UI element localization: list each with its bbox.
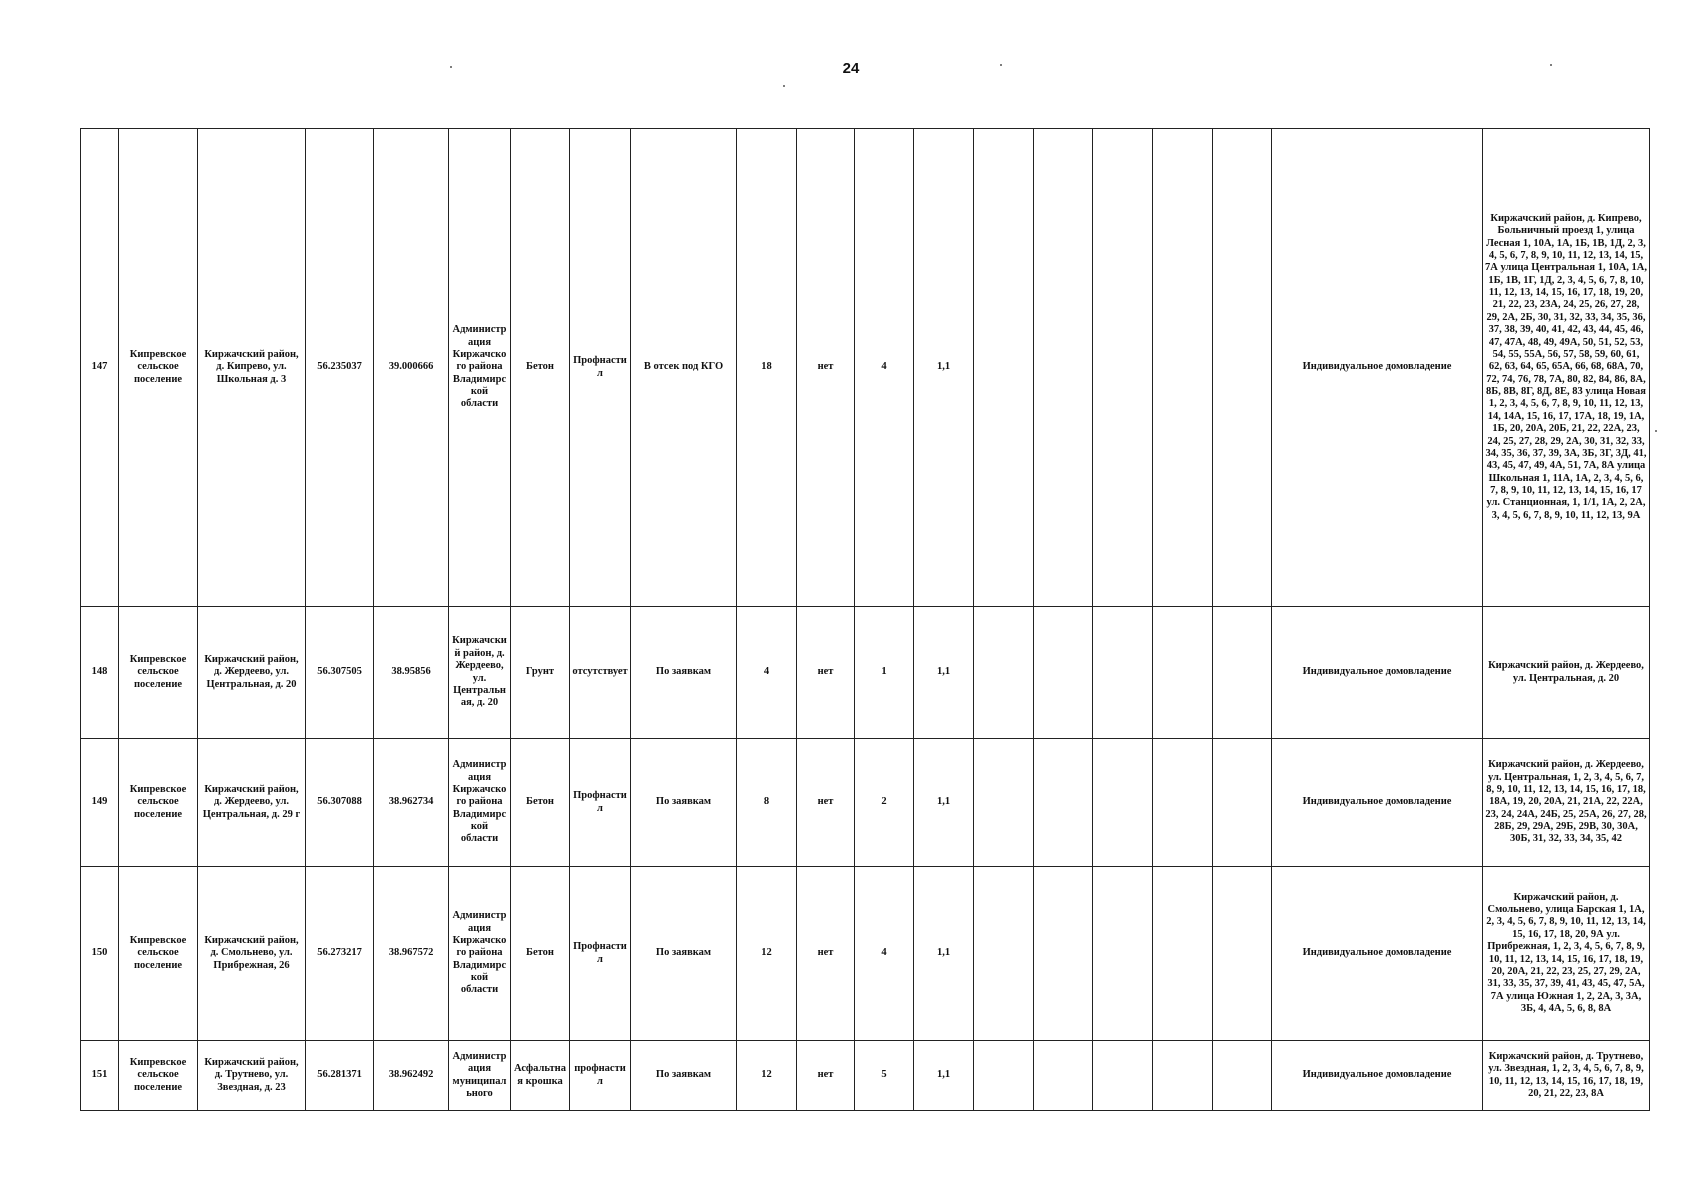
cell-served: Киржачский район, д. Жердеево, ул. Центральная, 1, 2, 3, 4, 5, 6, 7, 8, 9, 10, 11, 12, 13, 14, 15, 16, 17, 18, 18А, 19, 20, 20А, 21, 21А, 22, 22А, 23, 24, 24А, 24Б, 25, 25А, 26, 27, 28, 28Б, 29, 29А, 29Б, 29В, 30, 30А, 30Б, 31, 32, 33, 34, 35, 42 bbox=[1483, 739, 1650, 867]
cell-lon: 38.967572 bbox=[374, 867, 449, 1041]
cell-count: 4 bbox=[855, 129, 914, 607]
cell-volume: 1,1 bbox=[914, 867, 974, 1041]
cell-served: Киржачский район, д. Жердеево, ул. Центральная, д. 20 bbox=[1483, 607, 1650, 739]
cell-lon: 39.000666 bbox=[374, 129, 449, 607]
cell-c14 bbox=[974, 1041, 1034, 1111]
cell-num: 148 bbox=[81, 607, 119, 739]
scan-speck bbox=[1550, 64, 1552, 66]
waste-sites-table bbox=[80, 128, 1650, 1111]
cell-settlement: Кипревское сельское поселение bbox=[119, 1041, 198, 1111]
cell-volume: 1,1 bbox=[914, 607, 974, 739]
cell-lat: 56.281371 bbox=[306, 1041, 374, 1111]
scan-speck bbox=[1000, 64, 1002, 66]
cell-container-type: В отсек под КГО bbox=[631, 129, 737, 607]
cell-c16 bbox=[1093, 739, 1153, 867]
cell-c18 bbox=[1213, 1041, 1272, 1111]
cell-c15 bbox=[1034, 867, 1093, 1041]
cell-address: Киржачский район, д. Жердеево, ул. Центральная, д. 29 г bbox=[198, 739, 306, 867]
cell-cover: нет bbox=[797, 867, 855, 1041]
cell-c14 bbox=[974, 607, 1034, 739]
cell-served: Киржачский район, д. Трутнево, ул. Звездная, 1, 2, 3, 4, 5, 6, 7, 8, 9, 10, 11, 12, 13, 14, 15, 16, 17, 18, 19, 20, 21, 22, 23, 8А bbox=[1483, 1041, 1650, 1111]
cell-settlement: Кипревское сельское поселение bbox=[119, 129, 198, 607]
cell-address: Киржачский район, д. Жердеево, ул. Центральная, д. 20 bbox=[198, 607, 306, 739]
cell-area: 4 bbox=[737, 607, 797, 739]
cell-source: Индивидуальное домовладение bbox=[1272, 1041, 1483, 1111]
cell-served: Киржачский район, д. Кипрево, Больничный проезд 1, улица Лесная 1, 10А, 1А, 1Б, 1В, 1Д, 2, 3, 4, 5, 6, 7, 8, 9, 10, 11, 12, 13, 14, 15, 7А улица Центральная 1, 10А, 1А, 1Б, 1В, 1Г, 1Д, 2, 3, 4, 5, 6, 7, 8, 10, 11, 12, 13, 14, 15, 16, 17, 18, 19, 20, 21, 22, 23, 23А, 24, 25, 26, 27, 28, 29, 2А, 2Б, 30, 31, 32, 33, 34, 35, 36, 37, 38, 39, 40, 41, 42, 43, 44, 45, 46, 47, 47А, 48, 49, 49А, 50, 51, 52, 53, 54, 55, 55А, 56, 57, 58, 59, 60, 61, 62, 63, 64, 65, 65А, 66, 68, 68А, 70, 72, 74, 76, 78, 7А, 80, 82, 84, 86, 8А, 8Б, 8В, 8Г, 8Д, 8Е, 83 улица Новая 1, 2, 3, 4, 5, 6, 7, 8, 9, 10, 11, 12, 13, 14, 14А, 15, 16, 17, 17А, 18, 19, 1А, 1Б, 20, 20А, 20Б, 21, 22, 22А, 23, 24, 25, 27, 28, 29, 2А, 30, 31, 32, 33, 34, 35, 36, 37, 39, 3А, 3Б, 3Г, 3Д, 41, 43, 45, 47, 49, 4А, 51, 7А, 8А улица Школьная 1, 11А, 1А, 2, 3, 4, 5, 6, 7, 8, 9, 10, 11, 12, 13, 14, 15, 16, 17 ул. Станционная, 1, 1/1, 1А, 2, 2А, 3, 4, 5, 6, 7, 8, 9, 10, 11, 12, 13, 9А bbox=[1483, 129, 1650, 607]
cell-lat: 56.235037 bbox=[306, 129, 374, 607]
cell-c17 bbox=[1153, 129, 1213, 607]
cell-c17 bbox=[1153, 607, 1213, 739]
cell-lon: 38.962734 bbox=[374, 739, 449, 867]
cell-cover: нет bbox=[797, 607, 855, 739]
cell-num: 149 bbox=[81, 739, 119, 867]
table-row bbox=[81, 867, 1650, 1041]
cell-c14 bbox=[974, 739, 1034, 867]
cell-area: 12 bbox=[737, 1041, 797, 1111]
table-row bbox=[81, 1041, 1650, 1111]
table-row bbox=[81, 739, 1650, 867]
cell-cover: нет bbox=[797, 1041, 855, 1111]
cell-c18 bbox=[1213, 129, 1272, 607]
cell-fence: Профнастил bbox=[570, 739, 631, 867]
cell-surface: Бетон bbox=[511, 867, 570, 1041]
cell-count: 4 bbox=[855, 867, 914, 1041]
cell-c16 bbox=[1093, 867, 1153, 1041]
scan-speck bbox=[450, 66, 452, 68]
cell-address: Киржачский район, д. Смольнево, ул. Прибрежная, 26 bbox=[198, 867, 306, 1041]
scan-speck bbox=[783, 85, 785, 87]
cell-lon: 38.962492 bbox=[374, 1041, 449, 1111]
cell-lon: 38.95856 bbox=[374, 607, 449, 739]
cell-c17 bbox=[1153, 739, 1213, 867]
cell-fence: профнастил bbox=[570, 1041, 631, 1111]
cell-count: 5 bbox=[855, 1041, 914, 1111]
cell-owner: Администрация Киржачского района Владимирской области bbox=[449, 739, 511, 867]
cell-c16 bbox=[1093, 1041, 1153, 1111]
cell-served: Киржачский район, д. Смольнево, улица Барская 1, 1А, 2, 3, 4, 5, 6, 7, 8, 9, 10, 11, 12, 13, 14, 15, 16, 17, 18, 20, 9А ул. Прибрежная, 1, 2, 3, 4, 5, 6, 7, 8, 9, 10, 11, 12, 13, 14, 15, 16, 17, 18, 19, 20, 20А, 21, 22, 23, 25, 27, 29, 2А, 31, 33, 35, 37, 39, 41, 43, 45, 47, 5А, 7А улица Южная 1, 2, 2А, 3, 3А, 3Б, 4, 4А, 5, 6, 8, 8А bbox=[1483, 867, 1650, 1041]
cell-source: Индивидуальное домовладение bbox=[1272, 129, 1483, 607]
cell-c14 bbox=[974, 129, 1034, 607]
cell-surface: Асфальтная крошка bbox=[511, 1041, 570, 1111]
cell-c17 bbox=[1153, 1041, 1213, 1111]
cell-container-type: По заявкам bbox=[631, 607, 737, 739]
cell-source: Индивидуальное домовладение bbox=[1272, 607, 1483, 739]
table-row bbox=[81, 129, 1650, 607]
cell-area: 12 bbox=[737, 867, 797, 1041]
cell-num: 151 bbox=[81, 1041, 119, 1111]
cell-area: 18 bbox=[737, 129, 797, 607]
cell-address: Киржачский район, д. Трутнево, ул. Звездная, д. 23 bbox=[198, 1041, 306, 1111]
page-number: 24 bbox=[842, 60, 860, 77]
cell-c18 bbox=[1213, 607, 1272, 739]
cell-cover: нет bbox=[797, 739, 855, 867]
cell-fence: отсутствует bbox=[570, 607, 631, 739]
cell-source: Индивидуальное домовладение bbox=[1272, 739, 1483, 867]
cell-c15 bbox=[1034, 607, 1093, 739]
cell-settlement: Кипревское сельское поселение bbox=[119, 607, 198, 739]
cell-lat: 56.307505 bbox=[306, 607, 374, 739]
cell-settlement: Кипревское сельское поселение bbox=[119, 739, 198, 867]
cell-count: 2 bbox=[855, 739, 914, 867]
cell-cover: нет bbox=[797, 129, 855, 607]
cell-area: 8 bbox=[737, 739, 797, 867]
cell-settlement: Кипревское сельское поселение bbox=[119, 867, 198, 1041]
cell-volume: 1,1 bbox=[914, 1041, 974, 1111]
cell-surface: Бетон bbox=[511, 739, 570, 867]
cell-fence: Профнастил bbox=[570, 129, 631, 607]
cell-source: Индивидуальное домовладение bbox=[1272, 867, 1483, 1041]
cell-surface: Бетон bbox=[511, 129, 570, 607]
cell-c17 bbox=[1153, 867, 1213, 1041]
cell-owner: Администрация муниципального bbox=[449, 1041, 511, 1111]
cell-volume: 1,1 bbox=[914, 739, 974, 867]
cell-container-type: По заявкам bbox=[631, 867, 737, 1041]
cell-address: Киржачский район, д. Кипрево, ул. Школьная д. 3 bbox=[198, 129, 306, 607]
cell-c16 bbox=[1093, 129, 1153, 607]
cell-surface: Грунт bbox=[511, 607, 570, 739]
cell-container-type: По заявкам bbox=[631, 739, 737, 867]
scan-speck bbox=[1655, 430, 1657, 432]
cell-volume: 1,1 bbox=[914, 129, 974, 607]
cell-container-type: По заявкам bbox=[631, 1041, 737, 1111]
cell-owner: Администрация Киржачского района Владимирской области bbox=[449, 129, 511, 607]
cell-c15 bbox=[1034, 1041, 1093, 1111]
cell-lat: 56.307088 bbox=[306, 739, 374, 867]
cell-c18 bbox=[1213, 867, 1272, 1041]
cell-c15 bbox=[1034, 129, 1093, 607]
cell-lat: 56.273217 bbox=[306, 867, 374, 1041]
cell-num: 150 bbox=[81, 867, 119, 1041]
cell-c14 bbox=[974, 867, 1034, 1041]
cell-fence: Профнастил bbox=[570, 867, 631, 1041]
cell-owner: Администрация Киржачского района Владимирской области bbox=[449, 867, 511, 1041]
cell-count: 1 bbox=[855, 607, 914, 739]
cell-c18 bbox=[1213, 739, 1272, 867]
cell-c16 bbox=[1093, 607, 1153, 739]
cell-c15 bbox=[1034, 739, 1093, 867]
table-row bbox=[81, 607, 1650, 739]
cell-owner: Киржачский район, д. Жердеево, ул. Центральная, д. 20 bbox=[449, 607, 511, 739]
cell-num: 147 bbox=[81, 129, 119, 607]
